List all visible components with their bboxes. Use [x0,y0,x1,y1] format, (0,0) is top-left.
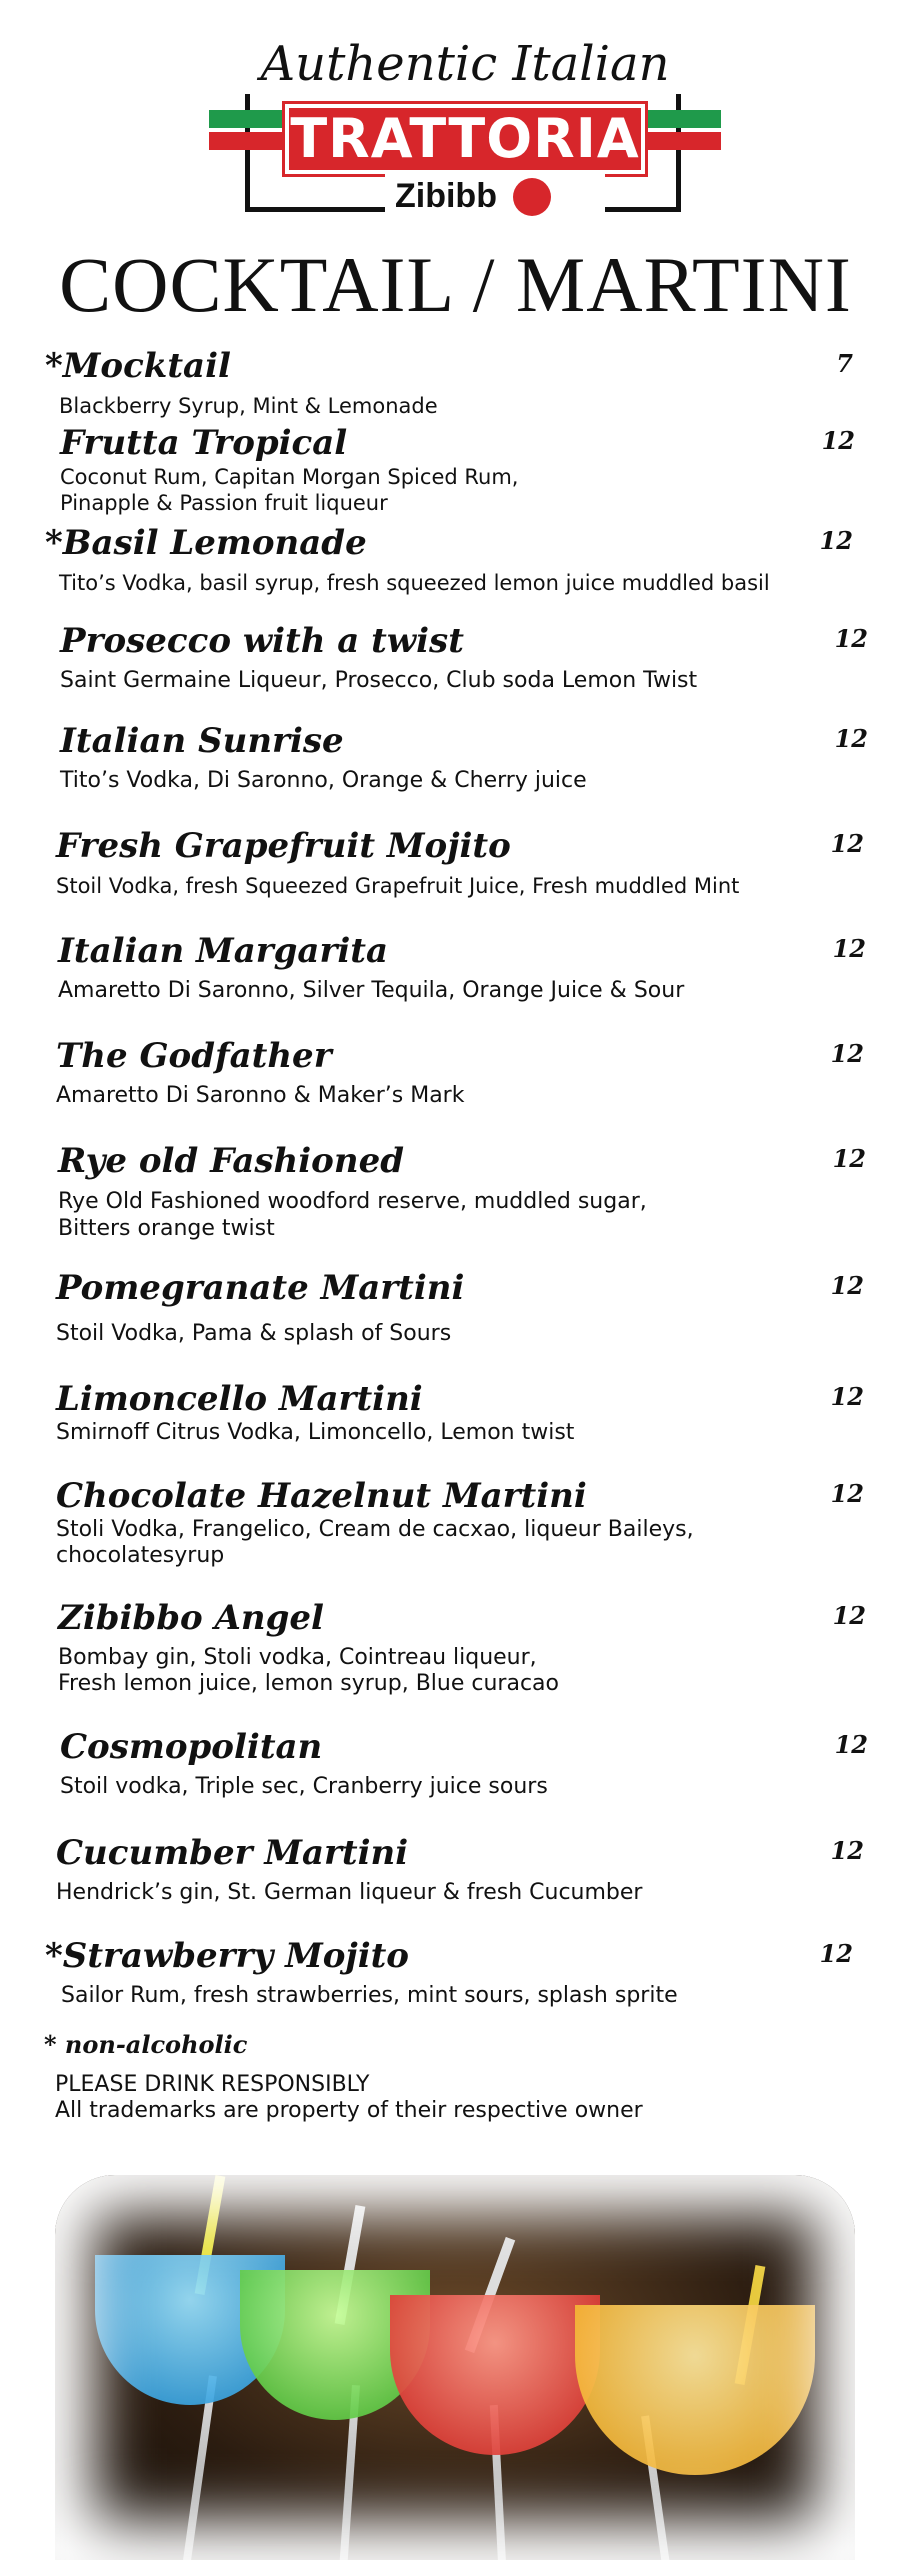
item-price: 12 [819,1939,853,1968]
item-description: Amaretto Di Saronno, Silver Tequila, Orange Juice & Sour [58,978,685,1003]
item-description: Sailor Rum, fresh strawberries, mint sours, splash sprite [61,1983,678,2008]
trademark-text: All trademarks are property of their respective owner [55,2098,643,2123]
item-price: 7 [836,349,853,378]
menu-item [56,1035,864,1109]
item-description: Stoil vodka, Triple sec, Cranberry juice sours [60,1774,548,1799]
logo-stripe-green-right [646,110,721,128]
drink-responsibly-text: PLEASE DRINK RESPONSIBLY [55,2072,370,2097]
menu-item [56,1832,864,1906]
item-description: Hendrick’s gin, St. German liqueur & fresh Cucumber [56,1880,643,1905]
item-price: 12 [832,1144,866,1173]
menu-item [45,522,853,596]
item-price: 12 [821,426,855,455]
item-price: 12 [834,724,868,753]
menu-item [58,930,866,1004]
menu-item [56,1378,864,1446]
brand-name: Zibibb [395,177,497,215]
menu-item [58,1140,866,1242]
logo-brand [385,172,605,220]
item-name: Frutta Tropical [60,423,348,463]
item-description: Stoil Vodka, fresh Squeezed Grapefruit Juice, Fresh muddled Mint [56,874,740,898]
menu-item [45,345,853,419]
item-description: Bombay gin, Stoli vodka, Cointreau liqueur, Fresh lemon juice, lemon syrup, Blue curacao [58,1645,559,1696]
menu-item [56,1475,864,1569]
item-description: Tito’s Vodka, basil syrup, fresh squeezed lemon juice muddled basil [59,571,770,595]
item-name: *Mocktail [45,346,231,386]
item-price: 12 [832,1601,866,1630]
item-description: Blackberry Syrup, Mint & Lemonade [59,394,438,418]
menu-item [56,825,864,899]
item-name: Fresh Grapefruit Mojito [56,826,511,866]
menu-item [60,720,868,794]
logo-stripe-green-left [209,110,284,128]
logo-banner: TRATTORIA [285,104,645,174]
item-price: 12 [834,1730,868,1759]
menu-item [56,1267,864,1347]
item-description: Amaretto Di Saronno & Maker’s Mark [56,1083,465,1108]
restaurant-logo [205,32,725,222]
item-name: Cosmopolitan [60,1727,323,1767]
footer-disclaimer [55,2072,643,2124]
item-name: *Basil Lemonade [45,523,367,563]
item-name: Rye old Fashioned [58,1141,404,1181]
item-price: 12 [819,526,853,555]
item-name: Zibibbo Angel [58,1598,324,1638]
menu-item [60,1726,868,1800]
item-price: 12 [830,1382,864,1411]
item-description: Stoil Vodka, Pama & splash of Sours [56,1321,452,1346]
item-description: Smirnoff Citrus Vodka, Limoncello, Lemon twist [56,1420,575,1445]
menu-item [58,1597,866,1697]
item-price: 12 [830,829,864,858]
item-name: The Godfather [56,1036,332,1076]
item-description: Stoli Vodka, Frangelico, Cream de cacxao, liqueur Baileys, chocolatesyrup [56,1517,694,1568]
menu-item [60,422,860,516]
item-name: Cucumber Martini [56,1833,409,1873]
item-name: Prosecco with a twist [60,621,464,661]
item-name: Limoncello Martini [56,1379,423,1419]
item-description: Saint Germaine Liqueur, Prosecco, Club soda Lemon Twist [60,668,698,693]
item-name: Italian Sunrise [60,721,344,761]
item-name: Italian Margarita [58,931,389,971]
cocktail-photo [55,2175,855,2560]
item-price: 12 [834,624,868,653]
menu-title: COCKTAIL / MARTINI [59,241,852,328]
item-price: 12 [830,1271,864,1300]
item-price: 12 [830,1039,864,1068]
menu-item [60,620,868,694]
item-name: *Strawberry Mojito [45,1936,409,1976]
item-description: Tito’s Vodka, Di Saronno, Orange & Cherry juice [60,768,587,793]
item-price: 12 [830,1836,864,1865]
menu-item [45,1935,853,2009]
item-name: Chocolate Hazelnut Martini [56,1476,587,1516]
photo-vignette [55,2175,855,2560]
item-price: 12 [830,1479,864,1508]
item-description: Rye Old Fashioned woodford reserve, muddled sugar, Bitters orange twist [58,1189,647,1241]
item-price: 12 [832,934,866,963]
logo-stripe-red-right [646,132,721,150]
logo-stripe-red-left [209,132,284,150]
item-name: Pomegranate Martini [56,1268,465,1308]
brand-mark-icon [513,178,551,216]
item-description: Coconut Rum, Capitan Morgan Spiced Rum, Pinapple & Passion fruit liqueur [60,465,519,515]
logo-tagline: Authentic Italian [205,34,725,94]
non-alcoholic-note: * non-alcoholic [44,2030,248,2059]
